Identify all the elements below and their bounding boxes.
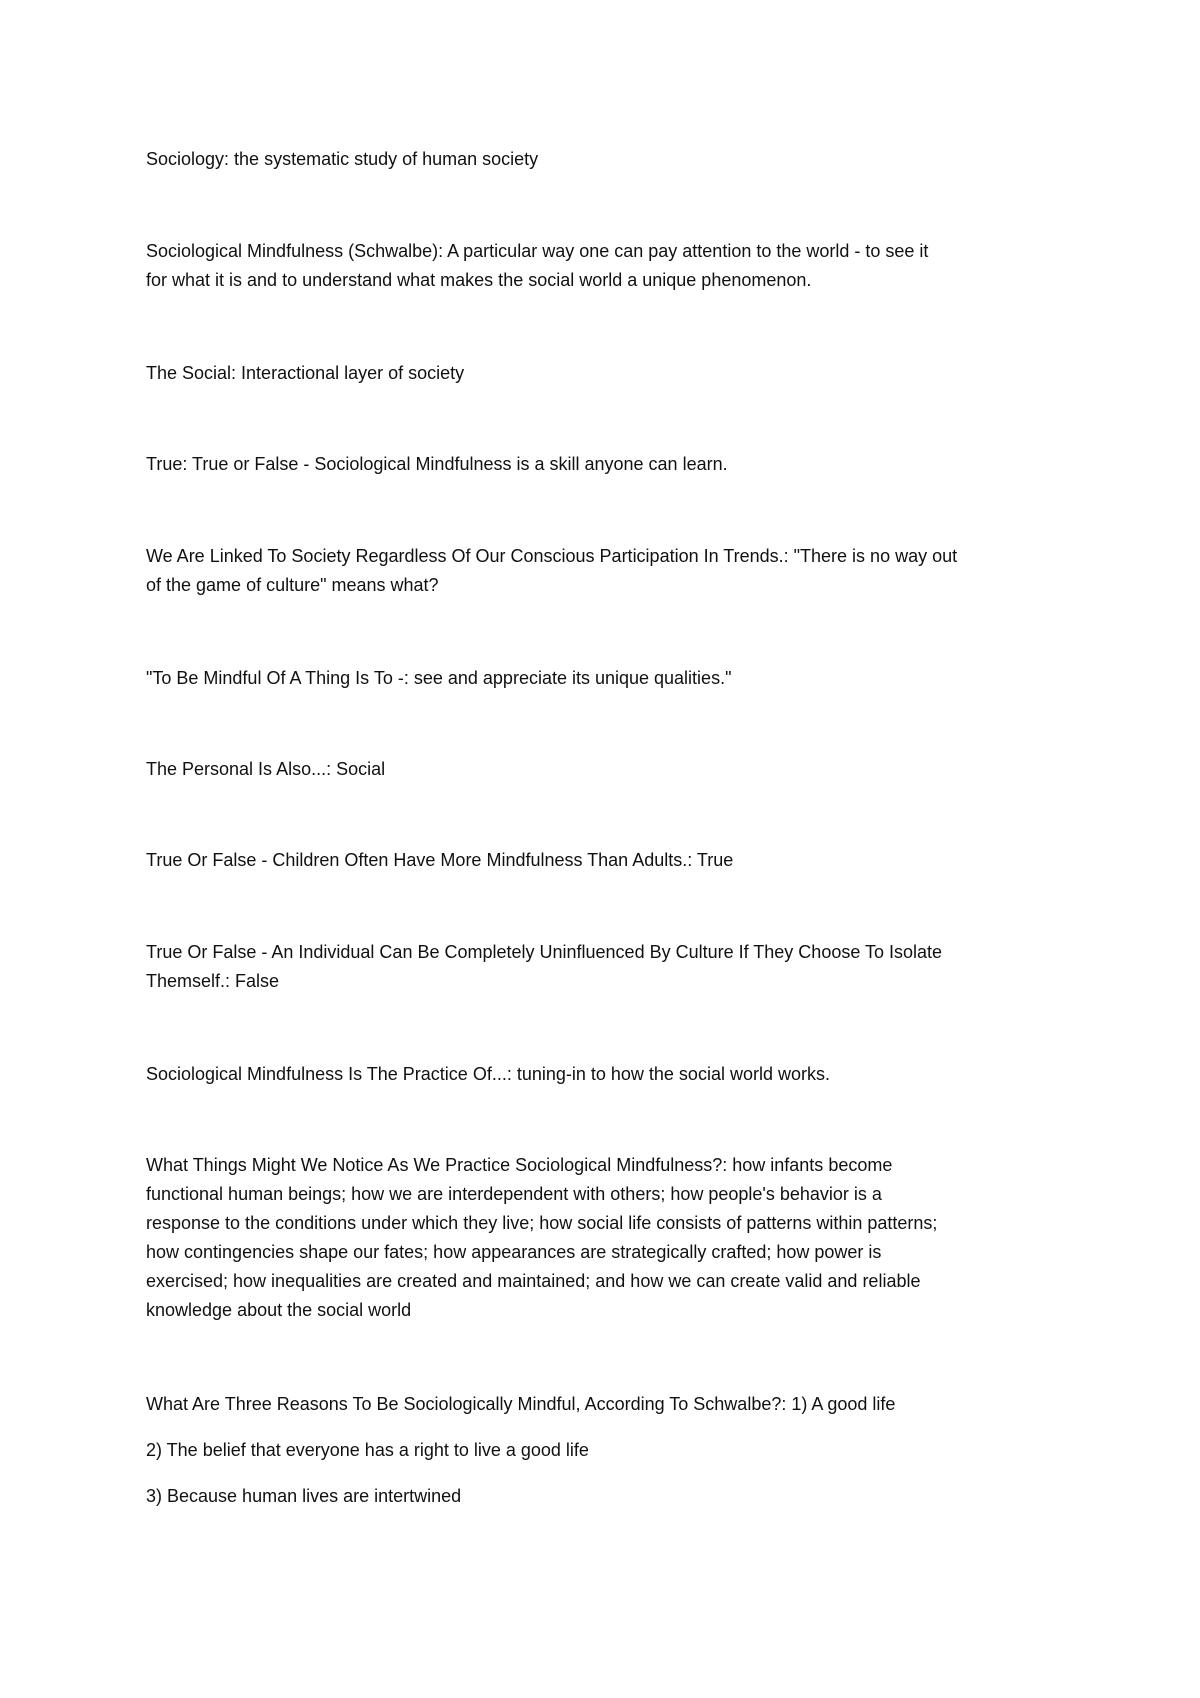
entry-reason-three [146,1482,1066,1511]
entry-line: What Things Might We Notice As We Practice Sociological Mindfulness?: how infants become [146,1155,893,1175]
entry-sociology [146,145,1066,174]
entry-line: The Personal Is Also...: Social [146,759,386,779]
entry-line: We Are Linked To Society Regardless Of Our Conscious Participation In Trends.: "There is no way out [146,546,958,566]
entry-personal-is-social [146,755,1066,784]
entry-practice-of [146,1060,1066,1089]
entry-line: how contingencies shape our fates; how appearances are strategically crafted; how power is [146,1242,882,1262]
entry-children-mindfulness [146,846,1066,875]
entry-to-be-mindful [146,664,1066,693]
entry-line: Sociological Mindfulness (Schwalbe): A particular way one can pay attention to the world - to see it [146,241,929,261]
entry-line: The Social: Interactional layer of society [146,363,465,383]
entry-line: 3) Because human lives are intertwined [146,1486,462,1506]
entry-line: Themself.: False [146,971,280,991]
entry-line: for what it is and to understand what makes the social world a unique phenomenon. [146,270,812,290]
entry-uninfluenced-by-culture [146,938,1066,996]
entry-line: exercised; how inequalities are created and maintained; and how we can create valid and reliable [146,1271,921,1291]
entry-the-social [146,359,1066,388]
entry-line: "To Be Mindful Of A Thing Is To -: see and appreciate its unique qualities." [146,668,732,688]
entry-things-we-notice [146,1151,1066,1325]
entry-line: knowledge about the social world [146,1300,412,1320]
entry-reason-two [146,1436,1066,1465]
entry-line: True Or False - Children Often Have More Mindfulness Than Adults.: True [146,850,734,870]
entry-line: True: True or False - Sociological Mindfulness is a skill anyone can learn. [146,454,728,474]
entry-game-of-culture [146,542,1066,600]
entry-three-reasons [146,1390,1066,1419]
entry-line: functional human beings; how we are interdependent with others; how people's behavior is a [146,1184,882,1204]
entry-line: of the game of culture" means what? [146,575,439,595]
entry-line: 2) The belief that everyone has a right to live a good life [146,1440,589,1460]
entry-line: Sociological Mindfulness Is The Practice Of...: tuning-in to how the social world works. [146,1064,830,1084]
entry-line: Sociology: the systematic study of human society [146,149,539,169]
entry-skill-anyone-can-learn [146,450,1066,479]
entry-sociological-mindfulness [146,237,1066,295]
entry-line: response to the conditions under which they live; how social life consists of patterns within patterns; [146,1213,938,1233]
entry-line: True Or False - An Individual Can Be Completely Uninfluenced By Culture If They Choose To Isolate [146,942,943,962]
entry-line: What Are Three Reasons To Be Sociologically Mindful, According To Schwalbe?: 1) A good life [146,1394,896,1414]
